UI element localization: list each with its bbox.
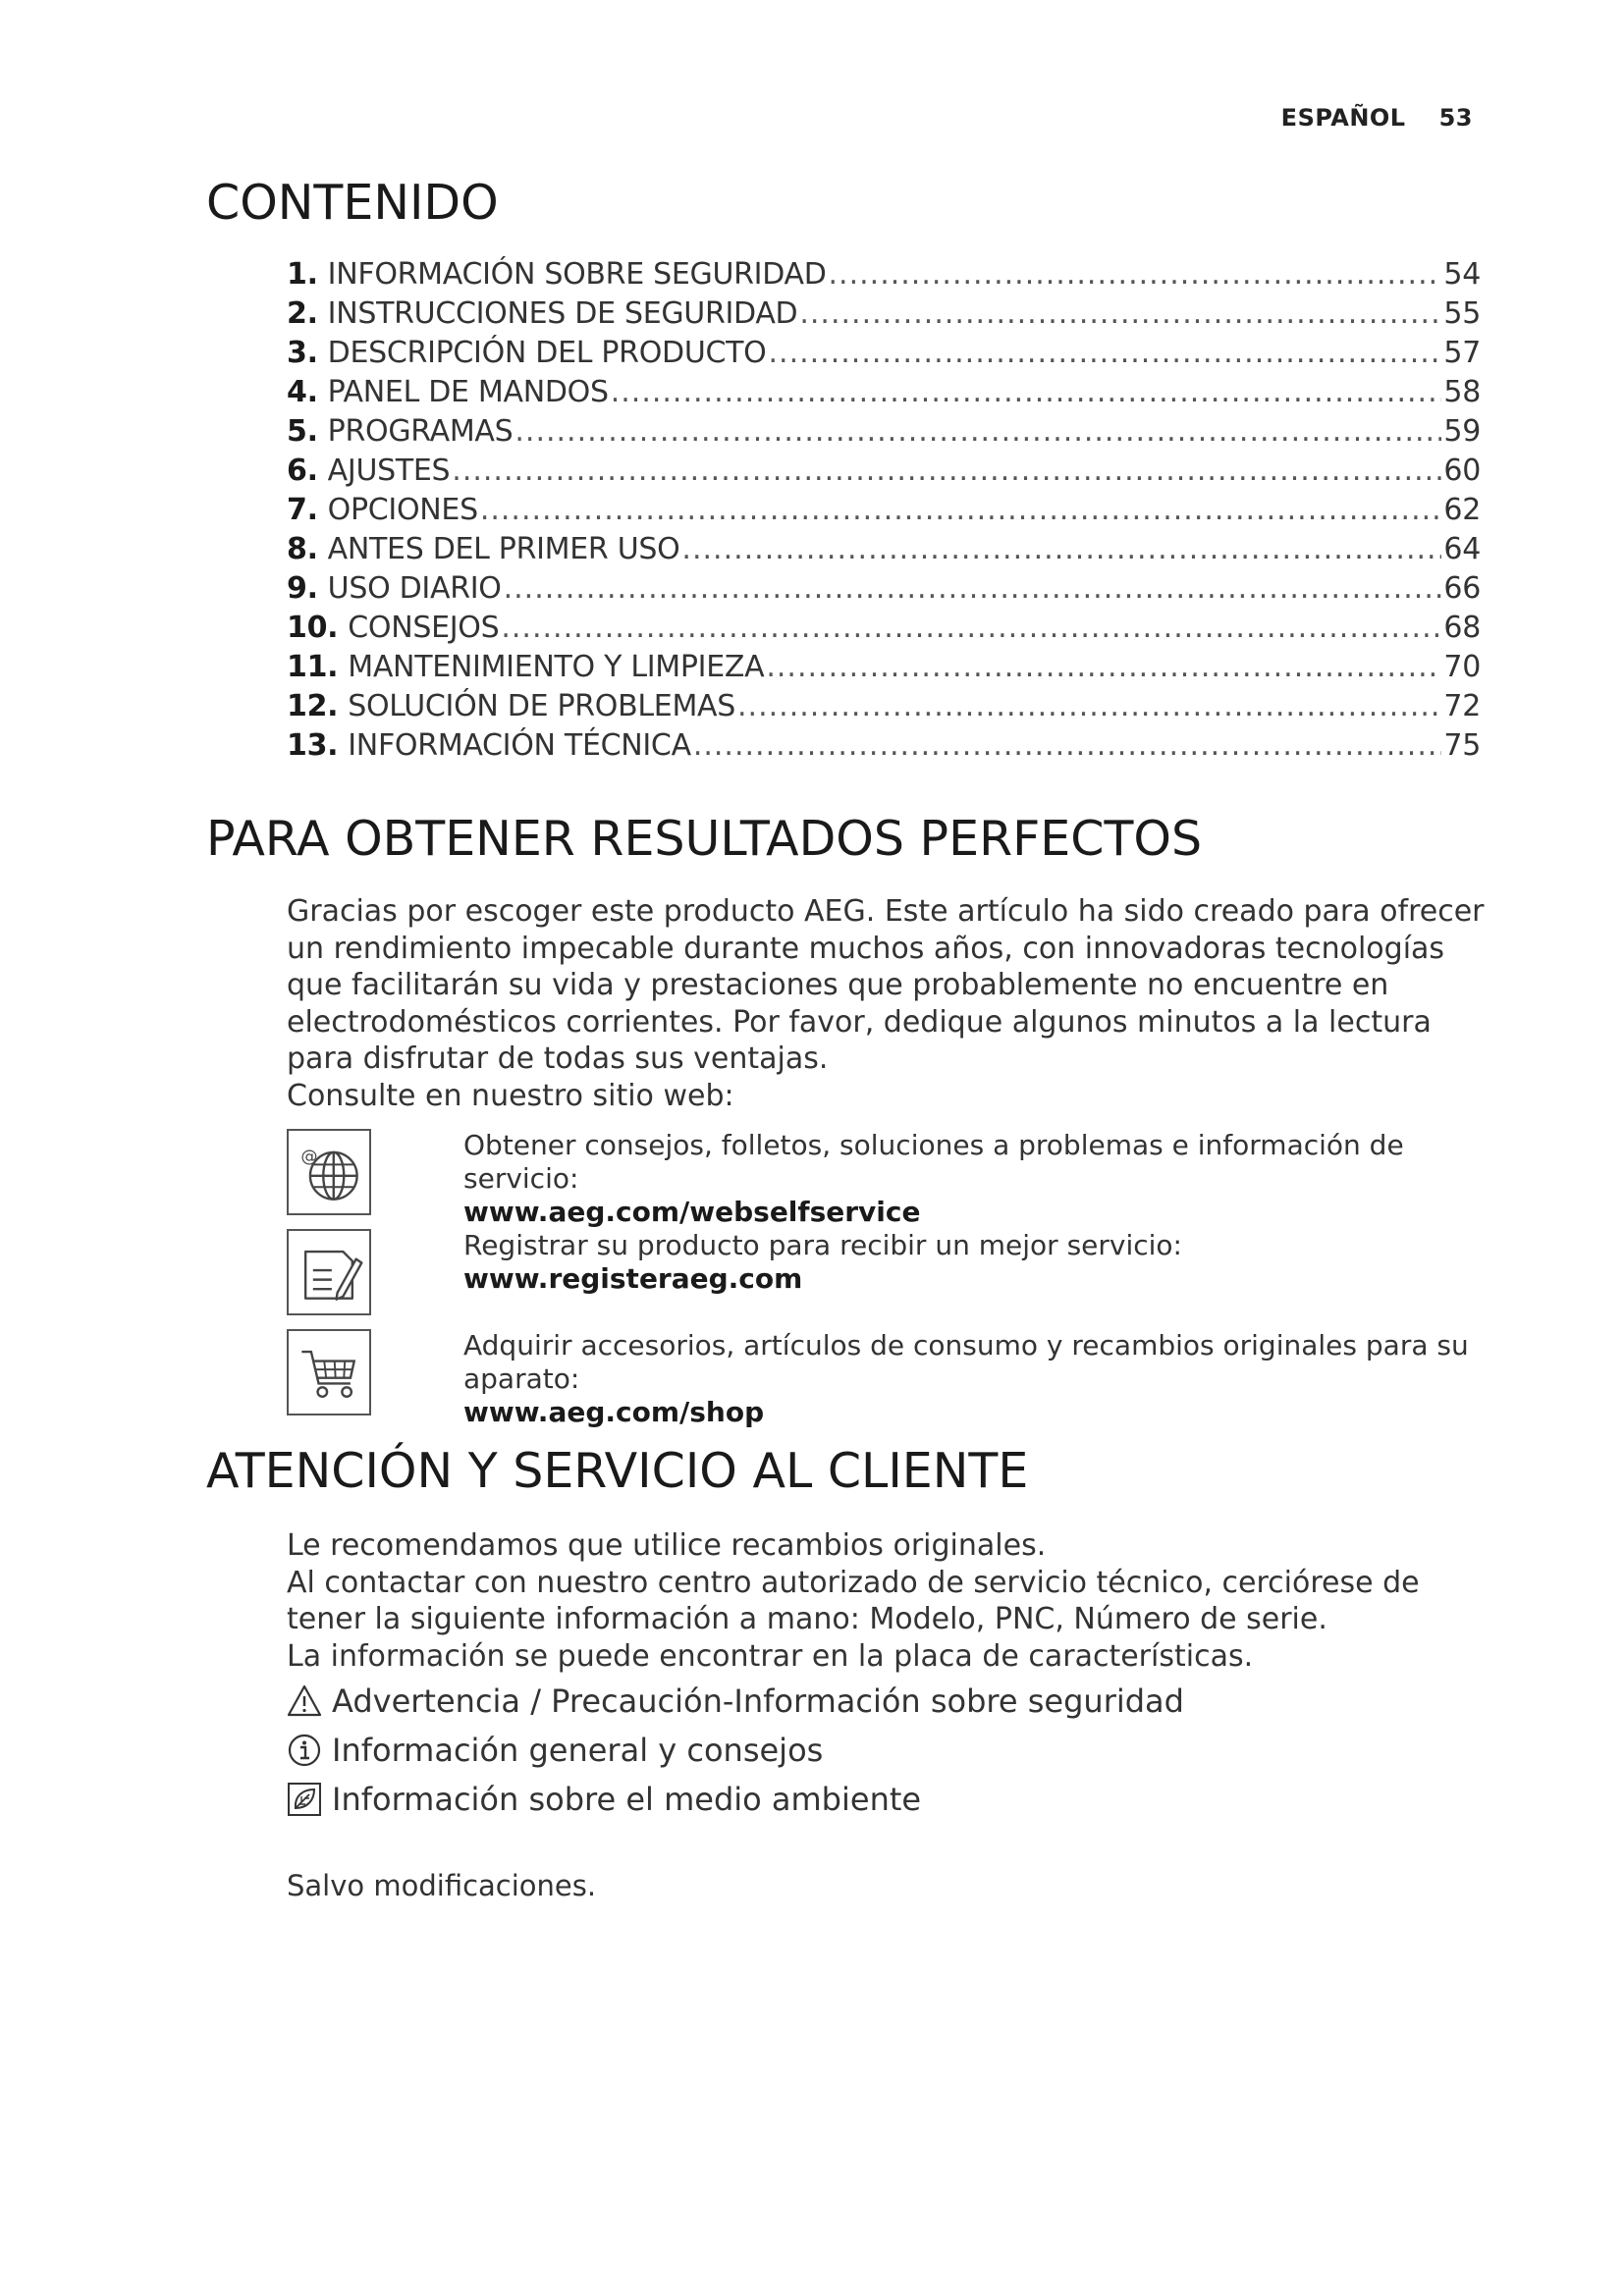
info-icon [287,1733,322,1768]
toc-page: 68 [1443,611,1481,645]
legend-text: Información sobre el medio ambiente [332,1781,922,1818]
toc-leader [829,257,1442,292]
table-of-contents [287,257,1481,768]
toc-title: INSTRUCCIONES DE SEGURIDAD [327,296,798,331]
toc-leader [504,571,1442,606]
toc-title: ANTES DEL PRIMER USO [327,532,680,566]
toc-number: 5. [287,414,318,449]
toc-title: PANEL DE MANDOS [327,375,609,409]
toc-number: 10. [287,611,339,645]
toc-leader [611,375,1442,409]
toc-heading: CONTENIDO [206,175,499,231]
text-line: electrodomésticos corrientes. Por favor, dedique algunos minutos a la lectura [287,1004,1432,1040]
globe-icon [287,1129,371,1215]
text-line: Gracias por escoger este producto AEG. Este artículo ha sido creado para ofrecer [287,894,1485,929]
toc-title: USO DIARIO [327,571,502,606]
text-line: un rendimiento impecable durante muchos años, con innovadoras tecnologías [287,931,1445,966]
shop-link[interactable]: www.aeg.com/shop [463,1396,765,1428]
toc-row[interactable] [287,689,1481,728]
toc-leader [799,296,1441,331]
toc-title: AJUSTES [327,454,451,488]
toc-title: OPCIONES [327,493,478,527]
toc-page: 58 [1443,375,1481,409]
toc-number: 12. [287,689,339,723]
toc-page: 55 [1443,296,1481,331]
toc-page: 59 [1443,414,1481,449]
footer-note: Salvo modificaciones. [287,1869,597,1902]
legend-item [287,1682,1184,1720]
toc-page: 72 [1443,689,1481,723]
legend-text: Advertencia / Precaución-Información sobre seguridad [332,1682,1184,1720]
toc-number: 13. [287,728,339,763]
link-description-block [463,1329,1494,1429]
link-description-block [463,1229,1494,1296]
toc-row[interactable] [287,375,1481,414]
toc-row[interactable] [287,532,1481,571]
warning-icon [287,1683,322,1719]
toc-number: 6. [287,454,318,488]
link-description-block [463,1129,1494,1229]
toc-title: INFORMACIÓN SOBRE SEGURIDAD [327,257,827,292]
toc-leader [737,689,1441,723]
toc-leader [452,454,1441,488]
register-product-link[interactable]: www.registeraeg.com [463,1262,803,1295]
toc-page: 57 [1443,336,1481,370]
toc-row[interactable] [287,414,1481,454]
shopping-cart-icon [287,1329,371,1415]
toc-row[interactable] [287,296,1481,336]
legend-text: Información general y consejos [332,1732,824,1769]
toc-page: 54 [1443,257,1481,292]
toc-row[interactable] [287,336,1481,375]
toc-row[interactable] [287,454,1481,493]
text-line: para disfrutar de todas sus ventajas. [287,1041,829,1076]
toc-number: 2. [287,296,318,331]
toc-number: 11. [287,650,339,684]
web-self-service-link[interactable]: www.aeg.com/webselfservice [463,1196,921,1228]
intro-paragraph [287,893,1494,1114]
toc-page: 62 [1443,493,1481,527]
registration-form-icon [287,1229,371,1315]
toc-row[interactable] [287,611,1481,650]
toc-row[interactable] [287,493,1481,532]
toc-leader [769,336,1442,370]
toc-number: 7. [287,493,318,527]
toc-leader [766,650,1441,684]
toc-title: SOLUCIÓN DE PROBLEMAS [348,689,736,723]
toc-title: DESCRIPCIÓN DEL PRODUCTO [327,336,767,370]
toc-leader [681,532,1441,566]
toc-title: PROGRAMAS [327,414,514,449]
toc-number: 9. [287,571,318,606]
toc-row[interactable] [287,571,1481,611]
toc-page: 64 [1443,532,1481,566]
environment-leaf-icon [287,1782,322,1817]
service-heading: ATENCIÓN Y SERVICIO AL CLIENTE [206,1443,1029,1499]
link-description: Registrar su producto para recibir un mejor servicio: [463,1229,1182,1261]
toc-page: 66 [1443,571,1481,606]
toc-page: 70 [1443,650,1481,684]
text-line: tener la siguiente información a mano: Modelo, PNC, Número de serie. [287,1602,1327,1636]
header-language: ESPAÑOL [1280,104,1406,132]
toc-title: MANTENIMIENTO Y LIMPIEZA [348,650,765,684]
link-description: Obtener consejos, folletos, soluciones a problemas e información de servicio: [463,1129,1404,1195]
svg-text:@: @ [300,1147,318,1167]
link-description: Adquirir accesorios, artículos de consumo y recambios originales para su aparato: [463,1329,1469,1395]
toc-row[interactable] [287,728,1481,768]
toc-leader [480,493,1442,527]
text-line: Le recomendamos que utilice recambios originales. [287,1528,1047,1563]
text-line: La información se puede encontrar en la placa de características. [287,1638,1254,1674]
service-paragraph [287,1527,1494,1675]
text-line: Al contactar con nuestro centro autorizado de servicio técnico, cerciórese de [287,1565,1420,1600]
toc-title: INFORMACIÓN TÉCNICA [348,728,691,763]
text-line: Consulte en nuestro sitio web: [287,1078,734,1113]
toc-page: 75 [1443,728,1481,763]
page-header [1281,104,1473,132]
toc-number: 8. [287,532,318,566]
toc-leader [693,728,1442,763]
toc-row[interactable] [287,650,1481,689]
toc-leader [514,414,1441,449]
toc-leader [501,611,1441,645]
legend-item [287,1781,921,1818]
header-page-number: 53 [1438,104,1473,132]
toc-page: 60 [1443,454,1481,488]
toc-number: 3. [287,336,318,370]
toc-number: 4. [287,375,318,409]
legend-item [287,1732,823,1769]
text-line: que facilitarán su vida y prestaciones que probablemente no encuentre en [287,968,1389,1002]
toc-number: 1. [287,257,318,292]
results-heading: PARA OBTENER RESULTADOS PERFECTOS [206,811,1203,867]
toc-row[interactable] [287,257,1481,296]
toc-title: CONSEJOS [348,611,500,645]
